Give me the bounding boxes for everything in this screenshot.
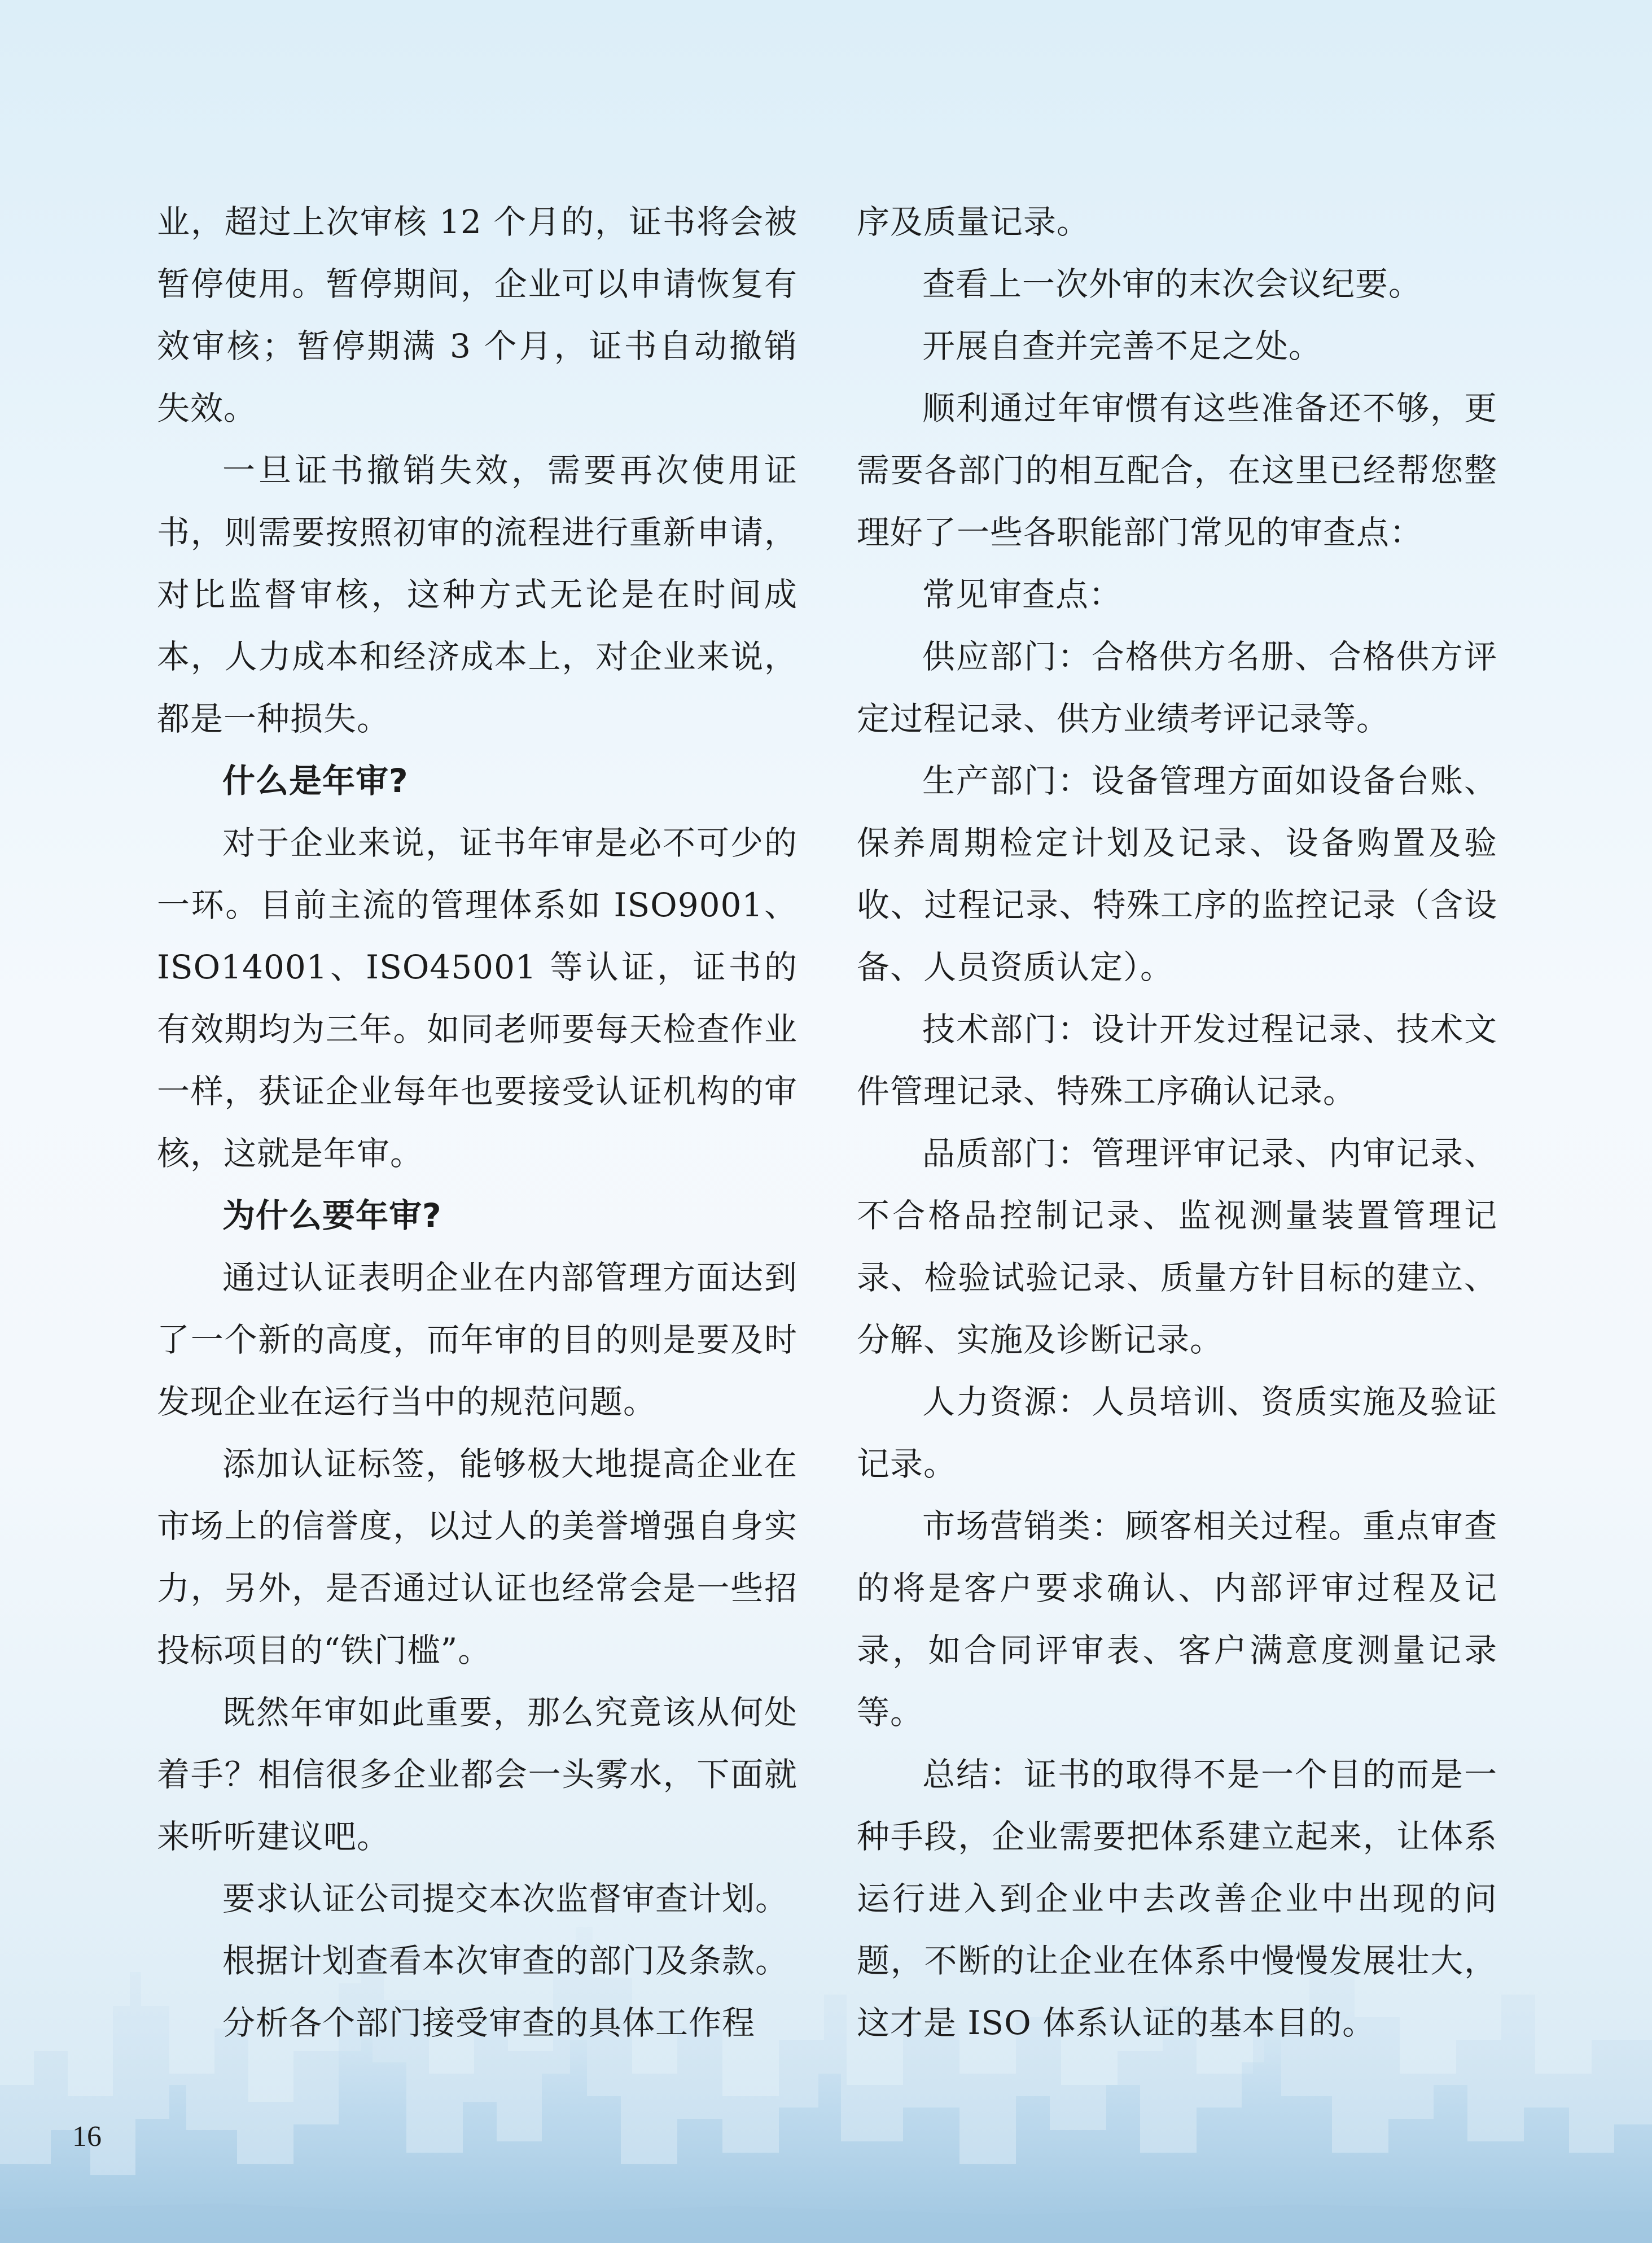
left-text-column (157, 191, 797, 2054)
paragraph: 分析各个部门接受审查的具体工作程 (222, 2004, 756, 2042)
paragraph: 根据计划查看本次审查的部门及条款。 (222, 1942, 789, 1980)
paragraph: 业，超过上次审核 12 个月的，证书将会被暂停使用。暂停期间，企业可以申请恢复有效审核；暂停期满 3 个月，证书自动撤销失效。 (157, 203, 797, 427)
paragraph: 开展自查并完善不足之处。 (922, 327, 1322, 365)
section-heading: 为什么要年审? (222, 1196, 442, 1235)
paragraph: 一旦证书撤销失效，需要再次使用证书，则需要按照初审的流程进行重新申请，对比监督审核，这种方式无论是在时间成本，人力成本和经济成本上，对企业来说，都是一种损失。 (157, 451, 797, 738)
right-text-column (857, 191, 1497, 2054)
page-number: 16 (72, 2120, 102, 2153)
paragraph: 供应部门：合格供方名册、合格供方评定过程记录、供方业绩考评记录等。 (857, 637, 1497, 738)
paragraph: 要求认证公司提交本次监督审查计划。 (222, 1879, 789, 1918)
paragraph: 总结：证书的取得不是一个目的而是一种手段，企业需要把体系建立起来，让体系运行进入到企业中去改善企业中出现的问题，不断的让企业在体系中慢慢发展壮大，这才是 ISO 体系认证的基本目的。 (857, 1755, 1497, 2042)
paragraph: 品质部门：管理评审记录、内审记录、不合格品控制记录、监视测量装置管理记录、检验试验记录、质量方针目标的建立、分解、实施及诊断记录。 (857, 1134, 1497, 1359)
paragraph: 市场营销类：顾客相关过程。重点审查的将是客户要求确认、内部评审过程及记录，如合同评审表、客户满意度测量记录等。 (857, 1507, 1497, 1732)
paragraph: 添加认证标签，能够极大地提高企业在市场上的信誉度，以过人的美誉增强自身实力，另外，是否通过认证也经常会是一些招投标项目的“铁门槛”。 (157, 1445, 797, 1669)
paragraph: 技术部门：设计开发过程记录、技术文件管理记录、特殊工序确认记录。 (857, 1010, 1497, 1110)
paragraph: 生产部门：设备管理方面如设备台账、保养周期检定计划及记录、设备购置及验收、过程记录、特殊工序的监控记录（含设备、人员资质认定）。 (857, 762, 1497, 986)
section-heading: 什么是年审? (222, 762, 409, 800)
paragraph: 常见审查点： (922, 575, 1123, 614)
paragraph: 顺利通过年审惯有这些准备还不够，更需要各部门的相互配合，在这里已经帮您整理好了一些各职能部门常见的审查点： (857, 389, 1497, 552)
paragraph: 人力资源：人员培训、资质实施及验证记录。 (857, 1383, 1497, 1483)
paragraph: 查看上一次外审的末次会议纪要。 (922, 265, 1422, 303)
paragraph: 既然年审如此重要，那么究竟该从何处着手？相信很多企业都会一头雾水，下面就来听听建议吧。 (157, 1693, 797, 1856)
paragraph: 通过认证表明企业在内部管理方面达到了一个新的高度，而年审的目的则是要及时发现企业在运行当中的规范问题。 (157, 1258, 797, 1421)
paragraph: 对于企业来说，证书年审是必不可少的一环。目前主流的管理体系如 ISO9001、ISO14001、ISO45001 等认证，证书的有效期均为三年。如同老师要每天检查作业一样，获证企业每年也要接受认证机构的审核，这就是年审。 (157, 824, 797, 1173)
paragraph: 序及质量记录。 (857, 203, 1090, 241)
